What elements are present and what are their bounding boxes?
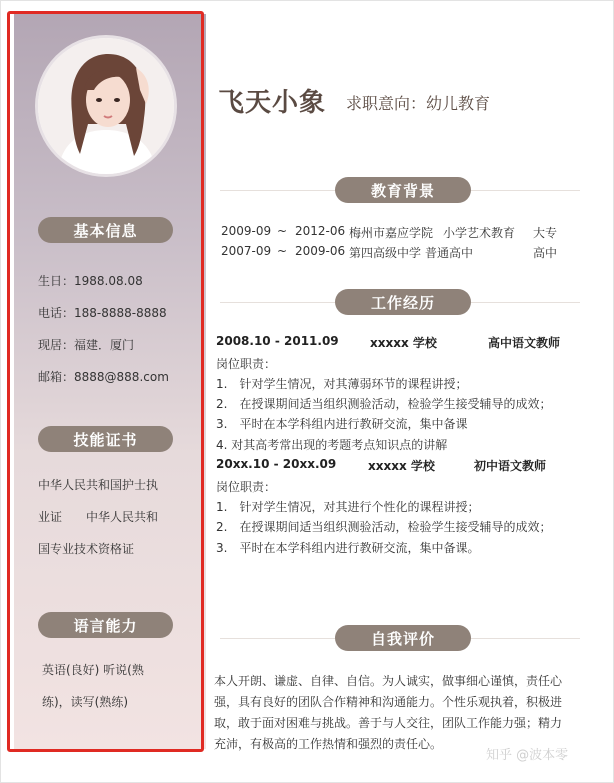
section-title-education: 教育背景 [335, 177, 471, 203]
language-line: 练)，读写(熟练) [42, 695, 129, 709]
job-position: 高中语文教师 [488, 336, 561, 350]
duty-label: 岗位职责： [216, 480, 277, 494]
edu-sep: ~ [277, 244, 288, 258]
section-title-basic-info: 基本信息 [38, 217, 173, 243]
duty-item: 2. 在授课期间适当组织测验活动，检验学生接受辅导的成效； [216, 520, 552, 534]
self-eval-line: 强，具有良好的团队合作精神和沟通能力。个性乐观执着，积极进 [214, 695, 563, 709]
residence-text: 现居：福建．厦门 [38, 338, 135, 352]
birthday-text: 生日：1988.08.08 [38, 274, 143, 288]
highlight-frame [7, 11, 204, 752]
job-header [216, 457, 566, 473]
education-row [221, 224, 566, 240]
self-eval-line: 取，敢于面对困难与挑战。善于与人交往，团队工作能力强；精力 [214, 716, 563, 730]
edu-end: 2012-06 [295, 224, 346, 238]
education-row [221, 244, 566, 260]
language-line: 英语(良好) 听说(熟 [42, 663, 144, 677]
duty-label: 岗位职责： [216, 357, 277, 371]
job-period: 2008.10 - 2011.09 [216, 334, 339, 348]
job-intent: 求职意向：幼儿教育 [346, 94, 491, 113]
duty-item: 4. 对其高考常出现的考题考点知识点的讲解 [216, 438, 448, 452]
duty-item: 2. 在授课期间适当组织测验活动，检验学生接受辅导的成效； [216, 397, 552, 411]
edu-school: 梅州市嘉应学院 [349, 226, 434, 240]
self-eval-line: 充沛，有极高的工作热情和强烈的责任心。 [214, 737, 443, 751]
phone-text: 电话：188-8888-8888 [38, 306, 167, 320]
edu-sep: ~ [277, 224, 288, 238]
job-period: 20xx.10 - 20xx.09 [216, 457, 337, 471]
skills-line: 中华人民共和国护士执 [38, 478, 159, 492]
duty-item: 1. 针对学生情况，对其薄弱环节的课程讲授； [216, 377, 468, 391]
job-school: xxxxx 学校 [368, 459, 435, 473]
edu-degree: 高中 [533, 246, 558, 260]
edu-school: 第四高级中学 [349, 246, 422, 260]
edu-degree: 大专 [533, 226, 558, 240]
edu-start: 2009-09 [221, 224, 272, 238]
skills-line: 国专业技术资格证 [38, 542, 135, 556]
job-school: xxxxx 学校 [370, 336, 437, 350]
job-header [216, 334, 566, 350]
skills-line: 业证 中华人民共和 [38, 510, 159, 524]
email-text: 邮箱：8888@888.com [38, 370, 169, 384]
edu-major: 小学艺术教育 [443, 226, 516, 240]
duty-item: 1. 针对学生情况，对其进行个性化的课程讲授； [216, 500, 480, 514]
edu-end: 2009-06 [295, 244, 346, 258]
edu-major: 普通高中 [425, 246, 474, 260]
section-title-work: 工作经历 [335, 289, 471, 315]
duty-item: 3. 平时在本学科组内进行教研交流，集中备课。 [216, 541, 480, 555]
job-position: 初中语文教师 [474, 459, 547, 473]
edu-start: 2007-09 [221, 244, 272, 258]
self-eval-line: 本人开朗、谦虚、自律、自信。为人诚实，做事细心谨慎，责任心 [214, 674, 563, 688]
duty-item: 3. 平时在本学科组内进行教研交流，集中备课 [216, 417, 468, 431]
candidate-name: 飞天小象 [218, 88, 327, 118]
section-title-self-eval: 自我评价 [335, 625, 471, 651]
section-title-language: 语言能力 [38, 612, 173, 638]
section-title-skills: 技能证书 [38, 426, 173, 452]
watermark: 知乎 @波本零 [486, 748, 569, 763]
